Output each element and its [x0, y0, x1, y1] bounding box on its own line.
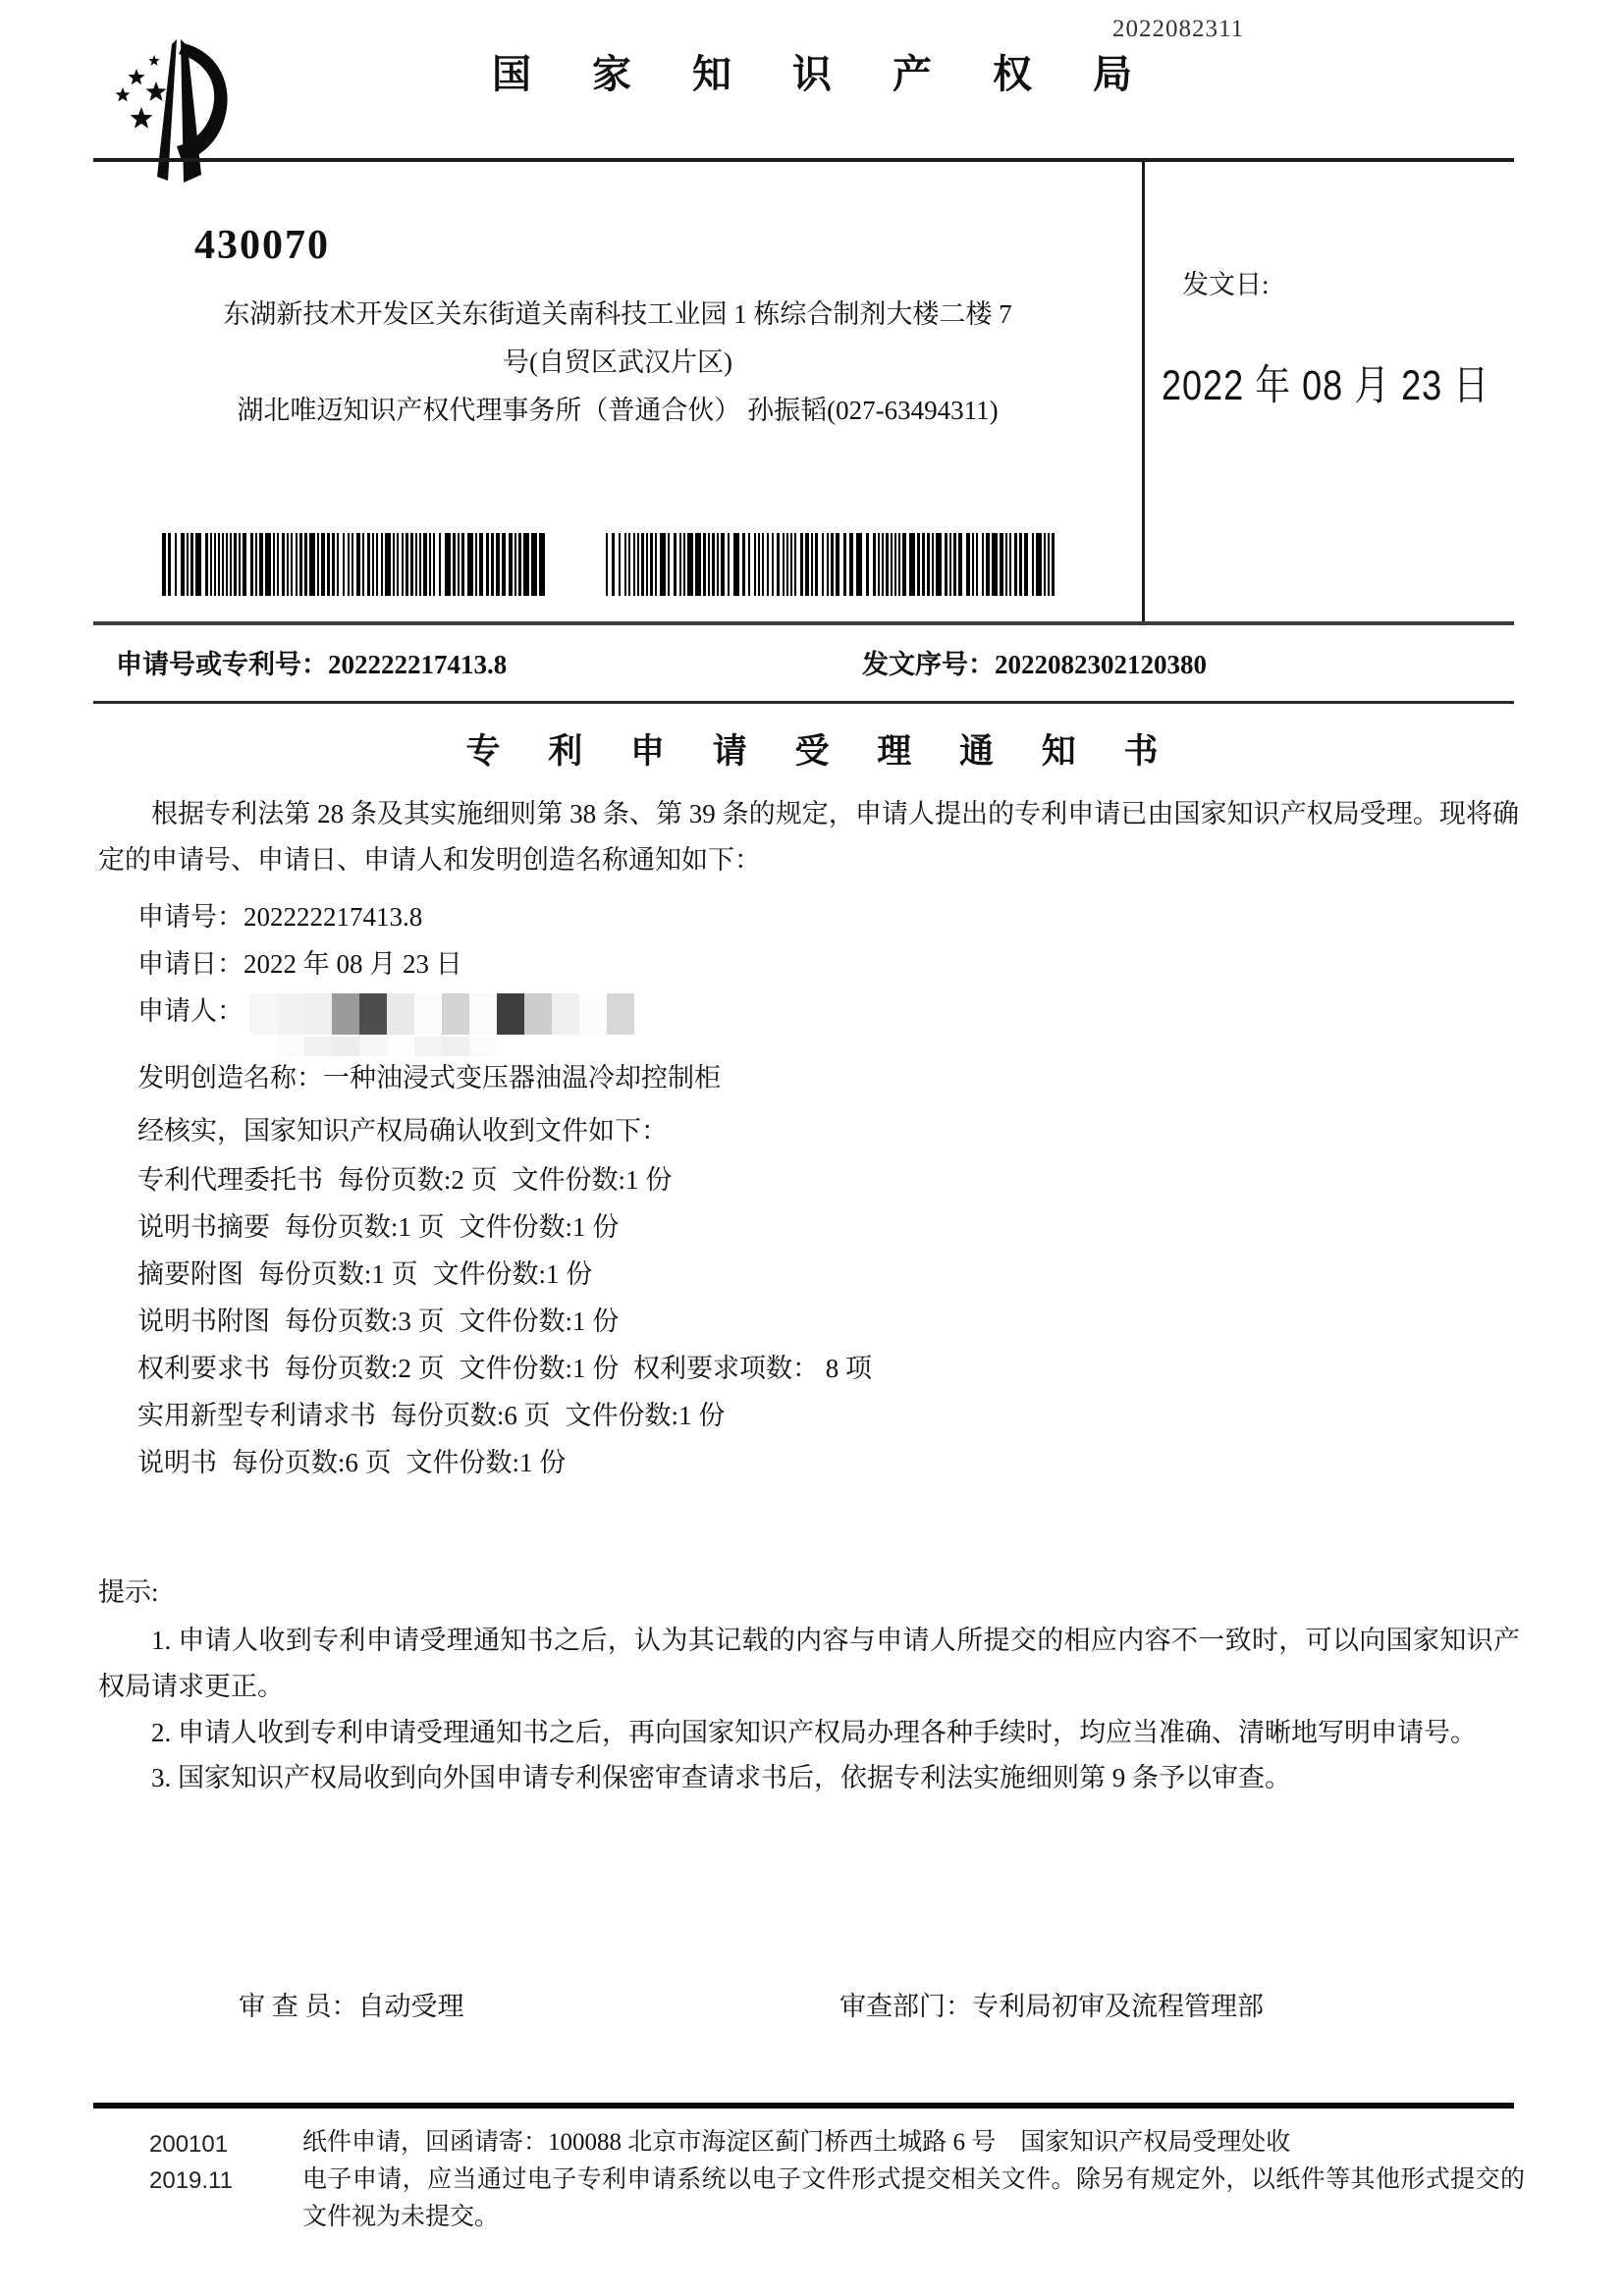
field-invention-title-label: 发明创造名称：: [137, 1063, 323, 1093]
received-files-intro: 经核实，国家知识产权局确认收到文件如下：: [137, 1116, 668, 1146]
divider-vertical: [1142, 162, 1145, 622]
file-row: [137, 1347, 872, 1385]
file-pages: 每份页数:2 页: [337, 1165, 498, 1195]
recipient-address: [93, 291, 1142, 435]
field-invention-title: [137, 1056, 721, 1095]
field-application-number-label: 申请号：: [137, 902, 244, 932]
serial-number-value: 2022082302120380: [995, 650, 1207, 679]
field-applicant-label: 申请人：: [137, 996, 244, 1026]
file-copies: 文件份数:1 份: [406, 1448, 567, 1477]
examiner-label: 审 查 员：: [239, 1992, 358, 2021]
examiner-value: 自动受理: [357, 1992, 464, 2021]
notice-intro-paragraph: 根据专利法第 28 条及其实施细则第 38 条、第 39 条的规定，申请人提出的专利申请已由国家知识产权局受理。现将确定的申请号、申请日、申请人和发明创造名称通知如下：: [98, 799, 1519, 875]
field-applicant: [137, 989, 634, 1035]
application-number-value: 202222217413.8: [328, 650, 508, 679]
file-name: 说明书摘要: [137, 1212, 270, 1242]
issue-date-value: 2022 年 08 月 23 日: [1162, 361, 1490, 409]
footer-electronic-filing-line: 电子申请，应当通过电子专利申请系统以电子文件形式提交相关文件。除另有规定外，以纸件等其他形式提交的文件视为未提交。: [302, 2166, 1525, 2230]
field-invention-title-value: 一种油浸式变压器油温冷却控制柜: [323, 1063, 721, 1093]
department-row: [839, 1985, 1264, 2023]
file-name: 摘要附图: [137, 1259, 244, 1289]
divider-footer: [93, 2103, 1514, 2109]
file-row: [137, 1253, 592, 1291]
field-filing-date-label: 申请日：: [137, 949, 244, 979]
file-name: 说明书附图: [137, 1307, 270, 1336]
field-application-number: [137, 895, 422, 934]
file-copies: 文件份数:1 份: [512, 1165, 673, 1195]
footer-paper-filing-line: 纸件申请，回函请寄：100088 北京市海淀区蓟门桥西土城路 6 号 国家知识产权局受理处收: [302, 2129, 1291, 2156]
divider-under-reference: [93, 701, 1514, 704]
file-name: 实用新型专利请求书: [137, 1401, 376, 1430]
department-value: 专利局初审及流程管理部: [972, 1992, 1264, 2021]
tip-item-3: 3. 国家知识产权局收到向外国申请专利保密审查请求书后，依据专利法实施细则第 9 条予以审查。: [151, 1763, 1291, 1792]
file-name: 专利代理委托书: [137, 1165, 323, 1195]
file-row: [137, 1300, 619, 1338]
footer-instructions: [302, 2124, 1525, 2236]
file-pages: 每份页数:1 页: [257, 1259, 418, 1289]
file-copies: 文件份数:1 份: [459, 1307, 620, 1336]
tips-heading: 提示:: [98, 1577, 159, 1607]
application-number-label: 申请号或专利号：: [116, 650, 328, 679]
tip-item-2: 2. 申请人收到专利申请受理通知书之后，再向国家知识产权局办理各种手续时，均应当准确、清晰地写明申请号。: [151, 1718, 1477, 1747]
notice-title: 专 利 申 请 受 理 通 知 书: [465, 732, 1178, 771]
file-pages: 每份页数:3 页: [284, 1307, 445, 1336]
serial-number-row: [862, 643, 1207, 681]
file-row: [137, 1441, 566, 1479]
form-version-date: 2019.11: [149, 2167, 233, 2194]
file-name: 说明书: [137, 1448, 217, 1477]
tip-item-1: 1. 申请人收到专利申请受理通知书之后，认为其记载的内容与申请人所提交的相应内容不一致时，可以向国家知识产权局请求更正。: [98, 1626, 1520, 1701]
examiner-row: [239, 1985, 464, 2023]
file-row: [137, 1205, 619, 1244]
document-number: 2022082311: [1112, 16, 1245, 42]
file-pages: 每份页数:2 页: [284, 1354, 445, 1383]
file-copies: 文件份数:1 份: [565, 1401, 726, 1430]
agency-title: 国 家 知 识 产 权 局: [492, 52, 1158, 96]
barcode-right: [606, 533, 1059, 596]
file-copies: 文件份数:1 份: [459, 1354, 620, 1383]
serial-number-label: 发文序号：: [862, 650, 995, 679]
file-copies: 文件份数:1 份: [459, 1212, 620, 1242]
address-line-3: 湖北唯迈知识产权代理事务所（普通合伙） 孙振韬(027-63494311): [237, 396, 999, 425]
file-claims-count: 权利要求项数： 8 项: [633, 1354, 873, 1383]
field-application-number-value: 202222217413.8: [244, 902, 423, 932]
file-row: [137, 1158, 672, 1197]
form-code-block: [149, 2126, 233, 2199]
divider-under-barcodes: [93, 621, 1514, 625]
file-pages: 每份页数:6 页: [390, 1401, 551, 1430]
file-name: 权利要求书: [137, 1354, 270, 1383]
issue-date-label: 发文日:: [1182, 270, 1270, 299]
address-line-1: 东湖新技术开发区关东街道关南科技工业园 1 栋综合制剂大楼二楼 7: [223, 299, 1012, 329]
barcode-left: [162, 533, 547, 596]
file-pages: 每份页数:1 页: [284, 1212, 445, 1242]
file-copies: 文件份数:1 份: [432, 1259, 593, 1289]
applicant-redaction-mosaic: [249, 993, 634, 1035]
department-label: 审查部门：: [839, 1992, 972, 2021]
application-number-row: [116, 643, 507, 681]
form-code: 200101: [149, 2131, 229, 2158]
divider-top: [93, 158, 1514, 162]
field-filing-date-value: 2022 年 08 月 23 日: [244, 949, 462, 979]
file-row: [137, 1394, 725, 1432]
address-line-2: 号(自贸区武汉片区): [503, 347, 732, 377]
postal-code: 430070: [194, 223, 330, 268]
file-pages: 每份页数:6 页: [231, 1448, 392, 1477]
field-filing-date: [137, 942, 462, 981]
